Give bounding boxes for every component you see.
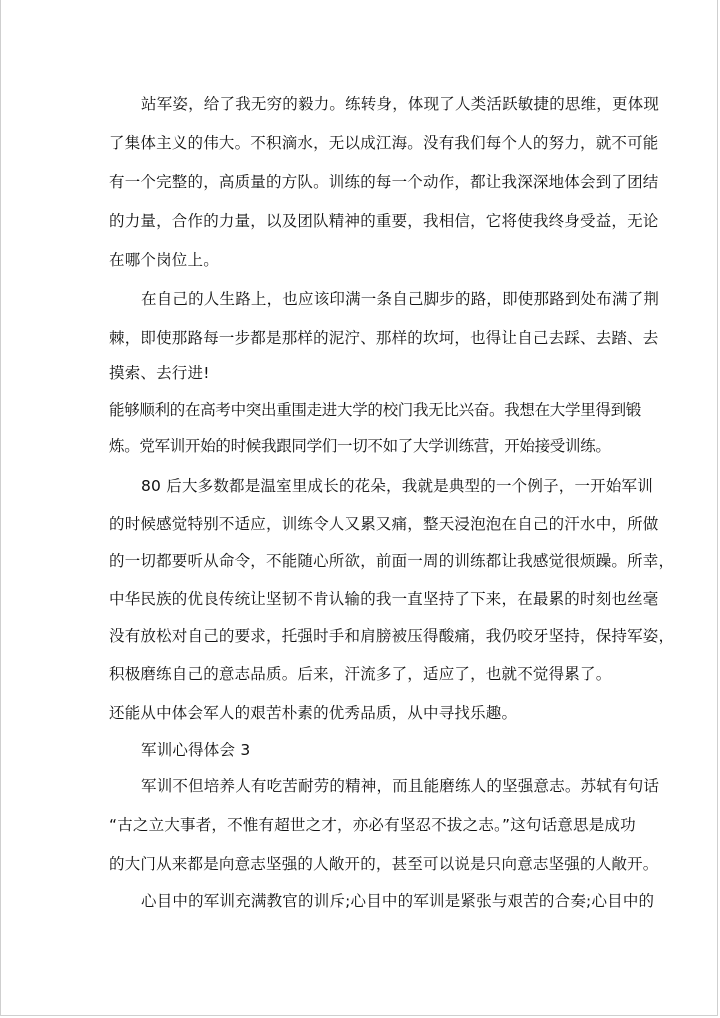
text-line: 的一切都要听从命令，不能随心所欲，前面一周的训练都让我感觉很烦躁。所幸， [109,552,675,570]
text-line: 站军姿，给了我无穷的毅力。练转身，体现了人类活跃敏捷的思维，更体现 [141,95,660,113]
text-line: 棘，即使那路每一步都是那样的泥泞、那样的坎坷，也得让自己去踩、去踏、去 [109,329,659,347]
section-heading: 军训心得体会 3 [141,741,251,759]
text-line: 心目中的军训充满教官的训斥;心目中的军训是紧张与艰苦的合奏;心目中的 [141,892,655,910]
text-line: 能够顺利的在高考中突出重围走进大学的校门我无比兴奋。我想在大学里得到锻 [109,401,642,419]
text-line: 在哪个岗位上。 [109,251,219,269]
text-line: 还能从中体会军人的艰苦朴素的优秀品质，从中寻找乐趣。 [109,704,518,722]
text-line: 了集体主义的伟大。不积滴水，无以成江海。没有我们每个人的努力，就不可能 [109,134,659,152]
text-line: 没有放松对自己的要求，托强时手和肩膀被压得酸痛，我仍咬牙坚持，保持军姿， [109,627,675,645]
text-line: 有一个完整的，高质量的方队。训练的每一个动作，都让我深深地体会到了团结 [109,173,659,191]
text-line: 的大门从来都是向意志坚强的人敞开的，甚至可以说是只向意志坚强的人敞开。 [109,855,659,873]
text-line: 摸索、去行进! [109,364,210,382]
text-line: 的时候感觉特别不适应，训练令人又累又痛，整天浸泡泡在自己的汗水中，所做 [109,515,659,533]
text-line: 在自己的人生路上，也应该印满一条自己脚步的路，即使那路到处布满了荆 [141,290,660,308]
text-line: 的力量，合作的力量，以及团队精神的重要，我相信，它将使我终身受益，无论 [109,212,659,230]
text-line: 中华民族的优良传统让坚韧不肯认输的我一直坚持了下来，在最累的时刻也丝毫 [109,590,659,608]
text-line: 80 后大多数都是温室里成长的花朵，我就是典型的一个例子，一开始军训 [141,477,653,495]
text-line: 军训不但培养人有吃苦耐劳的精神，而且能磨练人的坚强意志。苏轼有句话 [141,777,660,795]
text-line: 积极磨练自己的意志品质。后来，汗流多了，适应了，也就不觉得累了。 [109,665,612,683]
text-line: 炼。党军训开始的时候我跟同学们一切不如了大学训练营，开始接受训练。 [109,437,611,455]
text-line: “古之立大事者，不惟有超世之才，亦必有坚忍不拔之志。”这句话意思是成功 [109,816,636,834]
